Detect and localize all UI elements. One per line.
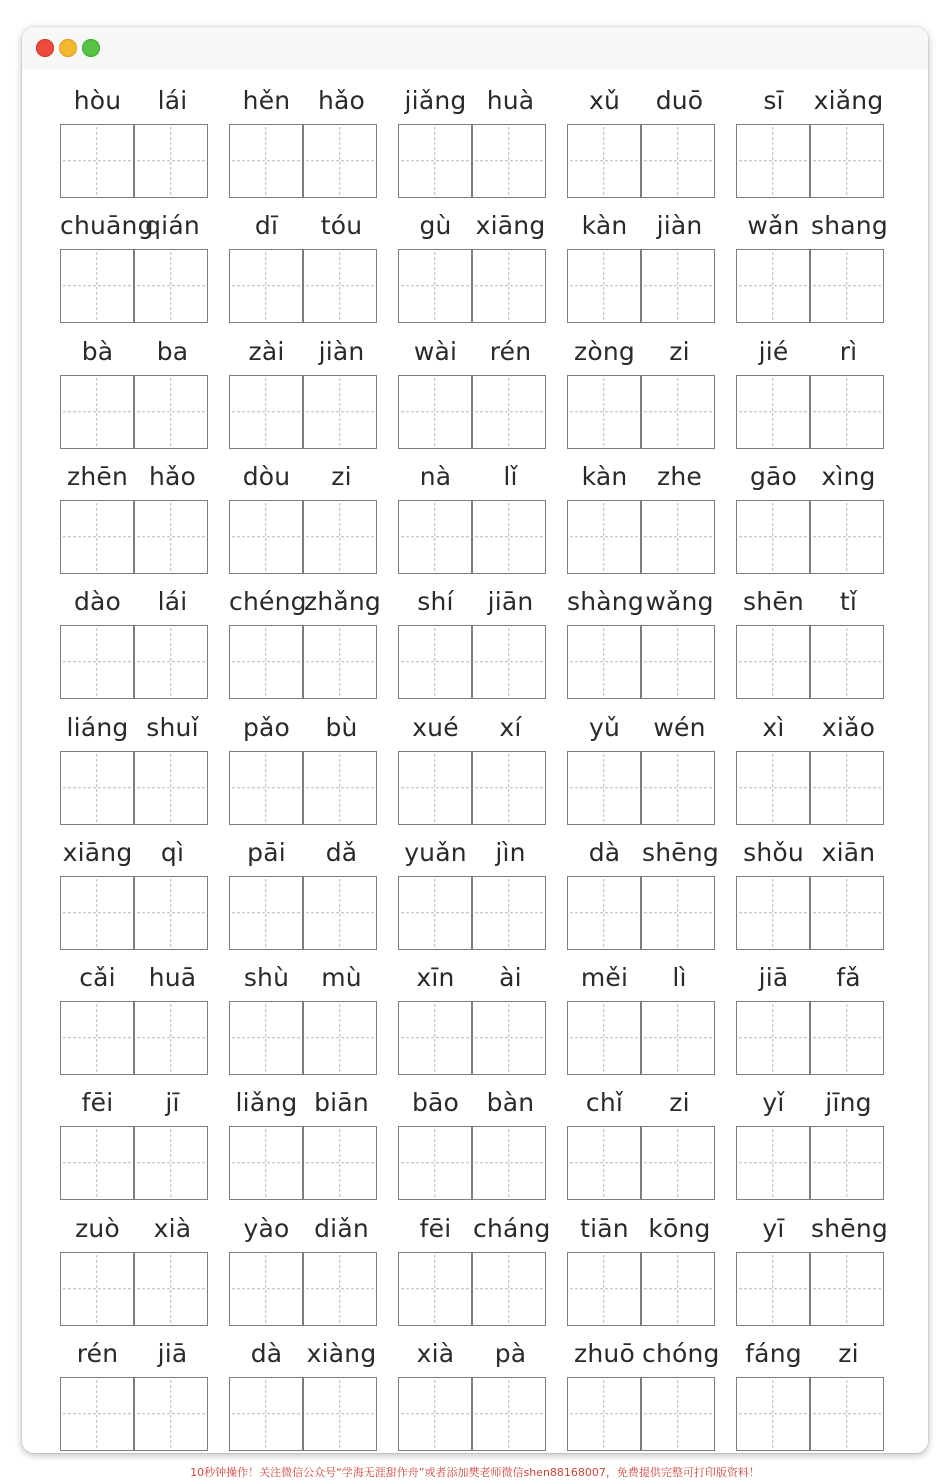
writing-box[interactable] xyxy=(810,1001,884,1075)
writing-box[interactable] xyxy=(229,124,303,198)
pinyin-syllable: pāi xyxy=(247,838,286,867)
writing-box[interactable] xyxy=(472,1252,546,1326)
writing-box[interactable] xyxy=(567,1126,641,1200)
writing-box[interactable] xyxy=(641,876,715,950)
word-cell xyxy=(398,83,548,208)
word-cell xyxy=(736,584,886,709)
pinyin-syllable: dǎ xyxy=(325,838,358,867)
word-cell xyxy=(567,334,717,459)
pinyin-syllable: diǎn xyxy=(314,1214,369,1243)
pinyin-syllable: yǔ xyxy=(588,713,621,742)
writing-box[interactable] xyxy=(398,1001,472,1075)
writing-box[interactable] xyxy=(303,500,377,574)
writing-box[interactable] xyxy=(472,124,546,198)
word-cell xyxy=(567,960,717,1085)
writing-box[interactable] xyxy=(303,876,377,950)
writing-box[interactable] xyxy=(134,625,208,699)
word-cell xyxy=(60,710,210,835)
pinyin-syllable: dào xyxy=(73,587,122,616)
word-cell xyxy=(567,1211,717,1336)
pinyin-syllable: hěn xyxy=(242,86,291,115)
writing-box[interactable] xyxy=(229,1001,303,1075)
word-cell xyxy=(736,208,886,333)
word-cell xyxy=(736,835,886,960)
pinyin-syllable: jiàn xyxy=(318,337,365,366)
writing-box[interactable] xyxy=(567,1377,641,1451)
writing-box[interactable] xyxy=(567,1001,641,1075)
writing-box[interactable] xyxy=(472,876,546,950)
footer-notice: 10秒钟操作！关注微信公众号“学海无涯甜作舟”或者添加樊老师微信shen88168007，免费提供完整可打印版资料！ xyxy=(190,1466,760,1479)
word-cell xyxy=(736,1336,886,1453)
writing-box[interactable] xyxy=(736,1126,810,1200)
word-cell xyxy=(60,459,210,584)
writing-box[interactable] xyxy=(60,1252,134,1326)
pinyin-syllable: hǎo xyxy=(317,86,366,115)
writing-box[interactable] xyxy=(472,1377,546,1451)
word-cell xyxy=(567,835,717,960)
pinyin-syllable: huā xyxy=(148,963,197,992)
writing-box[interactable] xyxy=(398,1252,472,1326)
writing-box[interactable] xyxy=(641,1126,715,1200)
pinyin-syllable: shēng xyxy=(811,1214,888,1243)
word-cell xyxy=(229,835,379,960)
pinyin-syllable: jié xyxy=(758,337,789,366)
writing-box[interactable] xyxy=(567,751,641,825)
pinyin-syllable: yī xyxy=(762,1214,785,1243)
writing-box[interactable] xyxy=(398,375,472,449)
pinyin-syllable: wén xyxy=(653,713,706,742)
word-cell xyxy=(736,1085,886,1210)
writing-box[interactable] xyxy=(60,751,134,825)
writing-box[interactable] xyxy=(641,375,715,449)
pinyin-syllable: tiān xyxy=(580,1214,629,1243)
pinyin-syllable: xí xyxy=(499,713,522,742)
pinyin-syllable: liáng xyxy=(66,713,129,742)
pinyin-syllable: xiān xyxy=(821,838,876,867)
writing-box[interactable] xyxy=(472,751,546,825)
pinyin-syllable: xià xyxy=(153,1214,192,1243)
word-cell xyxy=(229,1211,379,1336)
writing-box[interactable] xyxy=(567,625,641,699)
writing-box[interactable] xyxy=(229,1126,303,1200)
pinyin-syllable: rì xyxy=(839,337,858,366)
writing-box[interactable] xyxy=(60,1126,134,1200)
pinyin-syllable: shēng xyxy=(642,838,719,867)
writing-box[interactable] xyxy=(134,500,208,574)
pinyin-writing-grid xyxy=(22,27,928,1453)
pinyin-syllable: zhuō xyxy=(574,1339,635,1368)
writing-box[interactable] xyxy=(303,751,377,825)
writing-box[interactable] xyxy=(736,1377,810,1451)
writing-box[interactable] xyxy=(134,1001,208,1075)
pinyin-syllable: xià xyxy=(416,1339,455,1368)
pinyin-syllable: jiā xyxy=(157,1339,188,1368)
writing-box[interactable] xyxy=(810,751,884,825)
word-cell xyxy=(398,584,548,709)
word-cell xyxy=(567,1085,717,1210)
pinyin-syllable: zhēn xyxy=(67,462,128,491)
word-cell xyxy=(229,584,382,709)
writing-box[interactable] xyxy=(810,124,884,198)
word-cell xyxy=(567,459,717,584)
writing-box[interactable] xyxy=(229,500,303,574)
pinyin-syllable: shǒu xyxy=(743,838,804,867)
pinyin-syllable: fǎ xyxy=(836,963,861,992)
writing-box[interactable] xyxy=(641,625,715,699)
pinyin-syllable: wǎn xyxy=(747,211,800,240)
writing-box[interactable] xyxy=(736,876,810,950)
word-cell xyxy=(398,1085,548,1210)
writing-box[interactable] xyxy=(303,1126,377,1200)
writing-box[interactable] xyxy=(736,500,810,574)
pinyin-syllable: biān xyxy=(314,1088,369,1117)
word-cell xyxy=(398,459,548,584)
pinyin-syllable: bù xyxy=(325,713,358,742)
writing-box[interactable] xyxy=(472,1126,546,1200)
pinyin-syllable: rén xyxy=(489,337,532,366)
writing-box[interactable] xyxy=(567,249,641,323)
writing-box[interactable] xyxy=(303,375,377,449)
writing-box[interactable] xyxy=(641,500,715,574)
pinyin-syllable: jiǎng xyxy=(404,86,467,115)
writing-box[interactable] xyxy=(641,1252,715,1326)
pinyin-syllable: ài xyxy=(499,963,522,992)
pinyin-syllable: lái xyxy=(157,86,188,115)
word-cell xyxy=(60,960,210,1085)
writing-box[interactable] xyxy=(398,249,472,323)
word-cell xyxy=(398,1211,551,1336)
pinyin-syllable: zhǎng xyxy=(304,587,382,616)
pinyin-syllable: zhe xyxy=(657,462,702,491)
writing-box[interactable] xyxy=(229,375,303,449)
word-cell xyxy=(60,835,210,960)
writing-box[interactable] xyxy=(641,751,715,825)
writing-box[interactable] xyxy=(134,124,208,198)
writing-box[interactable] xyxy=(567,124,641,198)
pinyin-syllable: chéng xyxy=(229,587,307,616)
word-cell xyxy=(229,1336,379,1453)
writing-box[interactable] xyxy=(60,876,134,950)
pinyin-syllable: cǎi xyxy=(79,963,116,992)
pinyin-syllable: wài xyxy=(413,337,458,366)
writing-box[interactable] xyxy=(810,625,884,699)
writing-box[interactable] xyxy=(60,500,134,574)
word-cell xyxy=(567,208,717,333)
writing-box[interactable] xyxy=(398,751,472,825)
pinyin-syllable: pà xyxy=(494,1339,527,1368)
pinyin-syllable: xiāng xyxy=(62,838,133,867)
pinyin-syllable: chǐ xyxy=(585,1088,624,1117)
writing-box[interactable] xyxy=(736,375,810,449)
word-cell xyxy=(398,710,548,835)
word-cell xyxy=(567,83,717,208)
word-cell xyxy=(60,334,210,459)
pinyin-syllable: liǎng xyxy=(235,1088,298,1117)
pinyin-syllable: shēn xyxy=(743,587,804,616)
writing-box[interactable] xyxy=(303,1001,377,1075)
pinyin-syllable: zi xyxy=(838,1339,859,1368)
pinyin-syllable: xiàng xyxy=(306,1339,377,1368)
writing-box[interactable] xyxy=(472,375,546,449)
word-cell xyxy=(60,1336,210,1453)
pinyin-syllable: bà xyxy=(81,337,114,366)
word-cell xyxy=(60,208,210,333)
pinyin-syllable: lái xyxy=(157,587,188,616)
writing-box[interactable] xyxy=(229,1252,303,1326)
pinyin-syllable: huà xyxy=(486,86,535,115)
writing-box[interactable] xyxy=(641,1001,715,1075)
pinyin-syllable: zuò xyxy=(75,1214,120,1243)
writing-box[interactable] xyxy=(398,124,472,198)
pinyin-syllable: lǐ xyxy=(503,462,518,491)
pinyin-syllable: gāo xyxy=(749,462,798,491)
pinyin-syllable: qì xyxy=(160,838,185,867)
word-cell xyxy=(736,1211,886,1336)
writing-box[interactable] xyxy=(134,375,208,449)
word-cell xyxy=(736,710,886,835)
writing-box[interactable] xyxy=(567,375,641,449)
pinyin-syllable: měi xyxy=(580,963,629,992)
pinyin-syllable: xiāng xyxy=(475,211,546,240)
pinyin-syllable: sī xyxy=(763,86,784,115)
pinyin-syllable: pǎo xyxy=(242,713,291,742)
pinyin-syllable: zi xyxy=(669,1088,690,1117)
pinyin-syllable: jiàn xyxy=(656,211,703,240)
writing-box[interactable] xyxy=(641,124,715,198)
writing-box[interactable] xyxy=(60,1001,134,1075)
writing-box[interactable] xyxy=(810,876,884,950)
writing-box[interactable] xyxy=(810,1126,884,1200)
pinyin-syllable: ba xyxy=(156,337,189,366)
word-cell xyxy=(567,1336,720,1453)
writing-box[interactable] xyxy=(60,1377,134,1451)
pinyin-syllable: tóu xyxy=(320,211,363,240)
writing-box[interactable] xyxy=(303,249,377,323)
pinyin-syllable: jīng xyxy=(825,1088,872,1117)
writing-box[interactable] xyxy=(567,500,641,574)
pinyin-syllable: kōng xyxy=(648,1214,711,1243)
word-cell xyxy=(229,960,379,1085)
pinyin-syllable: xiǎng xyxy=(813,86,884,115)
pinyin-syllable: fáng xyxy=(745,1339,802,1368)
writing-box[interactable] xyxy=(134,876,208,950)
writing-box[interactable] xyxy=(229,751,303,825)
pinyin-syllable: xì xyxy=(762,713,785,742)
word-cell xyxy=(229,710,379,835)
writing-box[interactable] xyxy=(810,375,884,449)
pinyin-syllable: xiǎo xyxy=(821,713,876,742)
writing-box[interactable] xyxy=(134,249,208,323)
pinyin-syllable: xīn xyxy=(416,963,455,992)
word-cell xyxy=(736,83,886,208)
writing-box[interactable] xyxy=(303,124,377,198)
pinyin-syllable: zòng xyxy=(574,337,635,366)
writing-box[interactable] xyxy=(398,1377,472,1451)
pinyin-syllable: shí xyxy=(417,587,454,616)
pinyin-syllable: shàng xyxy=(567,587,644,616)
writing-box[interactable] xyxy=(736,1001,810,1075)
writing-box[interactable] xyxy=(398,625,472,699)
pinyin-syllable: bāo xyxy=(411,1088,460,1117)
writing-box[interactable] xyxy=(567,876,641,950)
pinyin-syllable: gù xyxy=(419,211,452,240)
writing-box[interactable] xyxy=(810,1377,884,1451)
writing-box[interactable] xyxy=(229,876,303,950)
writing-box[interactable] xyxy=(134,751,208,825)
pinyin-syllable: yào xyxy=(243,1214,290,1243)
word-cell xyxy=(229,459,379,584)
pinyin-syllable: fēi xyxy=(81,1088,114,1117)
writing-box[interactable] xyxy=(472,625,546,699)
pinyin-syllable: xué xyxy=(412,713,459,742)
pinyin-syllable: jìn xyxy=(495,838,526,867)
writing-box[interactable] xyxy=(810,1252,884,1326)
pinyin-syllable: zi xyxy=(669,337,690,366)
pinyin-syllable: chuāng xyxy=(60,211,154,240)
word-cell xyxy=(60,584,210,709)
pinyin-syllable: dī xyxy=(254,211,279,240)
writing-box[interactable] xyxy=(472,1001,546,1075)
word-cell xyxy=(398,1336,548,1453)
word-cell xyxy=(60,1211,210,1336)
writing-box[interactable] xyxy=(736,1252,810,1326)
word-cell xyxy=(736,334,886,459)
pinyin-syllable: jiā xyxy=(758,963,789,992)
writing-box[interactable] xyxy=(736,625,810,699)
writing-box[interactable] xyxy=(60,625,134,699)
word-cell xyxy=(229,1085,379,1210)
writing-box[interactable] xyxy=(303,625,377,699)
pinyin-syllable: hǎo xyxy=(148,462,197,491)
writing-box[interactable] xyxy=(398,1126,472,1200)
pinyin-syllable: cháng xyxy=(473,1214,551,1243)
word-cell xyxy=(736,960,886,1085)
pinyin-syllable: xìng xyxy=(821,462,876,491)
word-cell xyxy=(60,1085,210,1210)
pinyin-syllable: zài xyxy=(248,337,285,366)
pinyin-syllable: lì xyxy=(672,963,687,992)
writing-box[interactable] xyxy=(398,500,472,574)
word-cell xyxy=(229,83,379,208)
word-cell xyxy=(567,710,717,835)
word-cell xyxy=(736,459,886,584)
writing-box[interactable] xyxy=(736,124,810,198)
pinyin-syllable: zi xyxy=(331,462,352,491)
pinyin-syllable: wǎng xyxy=(645,587,714,616)
pinyin-syllable: qián xyxy=(145,211,200,240)
writing-box[interactable] xyxy=(736,249,810,323)
writing-box[interactable] xyxy=(60,249,134,323)
pinyin-syllable: dà xyxy=(588,838,621,867)
writing-box[interactable] xyxy=(641,1377,715,1451)
pinyin-syllable: kàn xyxy=(581,211,628,240)
writing-box[interactable] xyxy=(472,249,546,323)
pinyin-syllable: chóng xyxy=(642,1339,720,1368)
pinyin-syllable: mù xyxy=(321,963,362,992)
word-cell xyxy=(398,960,548,1085)
writing-box[interactable] xyxy=(567,1252,641,1326)
pinyin-syllable: rén xyxy=(76,1339,119,1368)
pinyin-syllable: kàn xyxy=(581,462,628,491)
writing-box[interactable] xyxy=(472,500,546,574)
pinyin-syllable: xǔ xyxy=(588,86,621,115)
writing-box[interactable] xyxy=(229,249,303,323)
writing-box[interactable] xyxy=(229,625,303,699)
word-cell xyxy=(398,208,548,333)
pinyin-syllable: fēi xyxy=(419,1214,452,1243)
writing-box[interactable] xyxy=(134,1377,208,1451)
writing-box[interactable] xyxy=(229,1377,303,1451)
writing-box[interactable] xyxy=(303,1252,377,1326)
pinyin-syllable: dà xyxy=(250,1339,283,1368)
writing-box[interactable] xyxy=(303,1377,377,1451)
word-cell xyxy=(229,334,379,459)
pinyin-syllable: hòu xyxy=(73,86,122,115)
writing-box[interactable] xyxy=(810,500,884,574)
writing-box[interactable] xyxy=(810,249,884,323)
pinyin-syllable: yǐ xyxy=(762,1088,785,1117)
pinyin-syllable: tǐ xyxy=(839,587,858,616)
pinyin-syllable: duō xyxy=(655,86,704,115)
word-cell xyxy=(229,208,379,333)
writing-box[interactable] xyxy=(134,1126,208,1200)
writing-box[interactable] xyxy=(134,1252,208,1326)
writing-box[interactable] xyxy=(60,124,134,198)
word-cell xyxy=(398,835,548,960)
pinyin-syllable: jiān xyxy=(487,587,534,616)
word-cell xyxy=(60,83,210,208)
writing-box[interactable] xyxy=(641,249,715,323)
pinyin-syllable: jī xyxy=(165,1088,180,1117)
writing-box[interactable] xyxy=(736,751,810,825)
writing-box[interactable] xyxy=(398,876,472,950)
pinyin-syllable: shang xyxy=(811,211,888,240)
pinyin-syllable: nà xyxy=(419,462,452,491)
pinyin-syllable: yuǎn xyxy=(404,838,467,867)
pinyin-syllable: bàn xyxy=(486,1088,535,1117)
worksheet-window xyxy=(22,27,928,1453)
writing-box[interactable] xyxy=(60,375,134,449)
word-cell xyxy=(567,584,717,709)
pinyin-syllable: dòu xyxy=(242,462,291,491)
pinyin-syllable: shuǐ xyxy=(146,713,199,742)
pinyin-syllable: shù xyxy=(243,963,290,992)
word-cell xyxy=(398,334,548,459)
